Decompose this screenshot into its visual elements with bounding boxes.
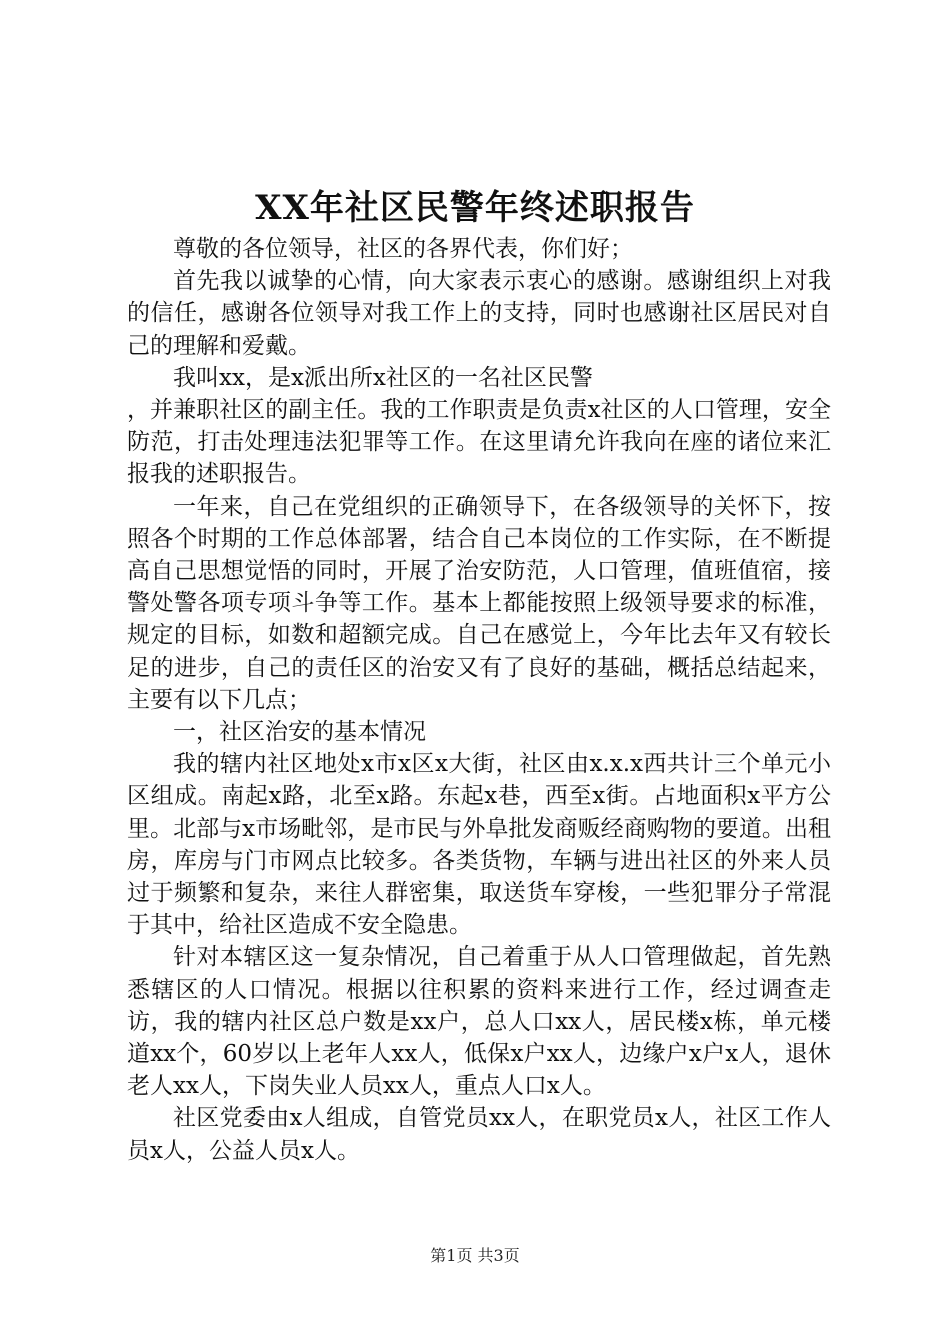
paragraph-population: 针对本辖区这一复杂情况，自己着重于从人口管理做起，首先熟悉辖区的人口情况。根据以往积累的资料来进行工作，经过调查走访，我的辖内社区总户数是xx户，总人口xx人，居民楼x栋，单元楼道xx个，60岁以上老年人xx人，低保x户xx人，边缘户x户x人，退休老人xx人，下岗失业人员xx人，重点人口x人。 <box>127 944 831 1100</box>
paragraph-community-location: 我的辖内社区地处x市x区x大街，社区由x.x.x西共计三个单元小区组成。南起x路，北至x路。东起x巷，西至x街。占地面积x平方公里。北部与x市场毗邻，是市民与外阜批发商贩经商购物的要道。出租房，库房与门市网点比较多。各类货物，车辆与进出社区的外来人员过于频繁和复杂，来往人群密集，取送货车穿梭，一些犯罪分子常混于其中，给社区造成不安全隐患。 <box>127 751 831 939</box>
paragraph-party-committee: 社区党委由x人组成，自管党员xx人，在职党员x人，社区工作人员x人，公益人员x人。 <box>127 1105 831 1164</box>
paragraph-duties: ，并兼职社区的副主任。我的工作职责是负责x社区的人口管理，安全防范，打击处理违法犯罪等工作。在这里请允许我向在座的诸位来汇报我的述职报告。 <box>127 397 831 488</box>
paragraph-intro: 我叫xx，是x派出所x社区的一名社区民警 <box>173 364 593 391</box>
paragraph-year-summary: 一年来，自己在党组织的正确领导下，在各级领导的关怀下，按照各个时期的工作总体部署，结合自己本岗位的工作实际，在不断提高自己思想觉悟的同时，开展了治安防范，人口管理，值班值宿，接警处警各项专项斗争等工作。基本上都能按照上级领导要求的标准，规定的目标，如数和超额完成。自己在感觉上，今年比去年又有较长足的进步，自己的责任区的治安又有了良好的基础，概括总结起来，主要有以下几点； <box>127 493 831 713</box>
page-footer: 第1页 共3页 <box>430 1246 520 1265</box>
paragraph-thanks: 首先我以诚挚的心情，向大家表示衷心的感谢。感谢组织上对我的信任，感谢各位领导对我工作上的支持，同时也感谢社区居民对自己的理解和爱戴。 <box>127 268 831 359</box>
document-title: XX年社区民警年终述职报告 <box>255 188 695 228</box>
paragraph-greeting: 尊敬的各位领导，社区的各界代表，你们好； <box>173 236 633 262</box>
section-heading-1: 一，社区治安的基本情况 <box>173 719 426 746</box>
document-body <box>127 233 831 1167</box>
